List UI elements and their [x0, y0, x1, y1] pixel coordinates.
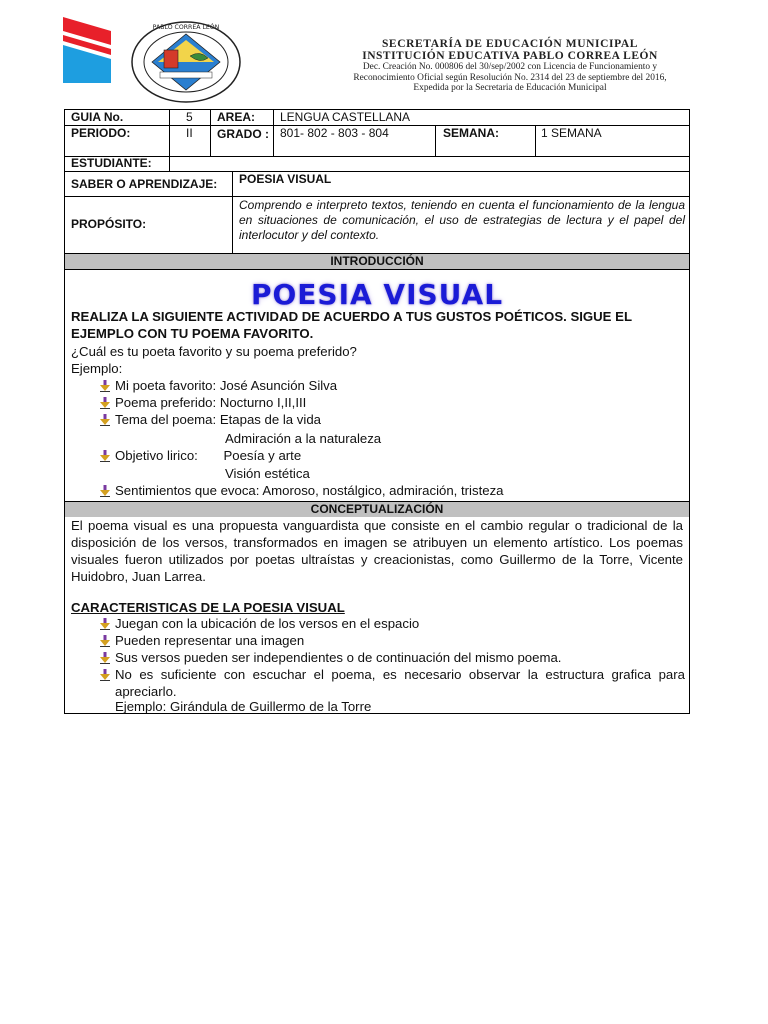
- school-crest-logo: [130, 20, 242, 104]
- list-item: Sus versos pueden ser independientes o de continuación del mismo poema.: [95, 649, 561, 666]
- saber-value: POESIA VISUAL: [239, 172, 332, 186]
- saber-label: SABER O APRENDIZAJE:: [71, 177, 218, 191]
- poesia-visual-title: POESIA VISUAL: [250, 278, 504, 311]
- semana-label: SEMANA:: [443, 126, 499, 140]
- example-reference: Ejemplo: Girándula de Guillermo de la Torre: [115, 699, 372, 714]
- arrow-bullet-icon: [95, 632, 115, 647]
- header-text-block: [255, 38, 765, 94]
- intro-question: ¿Cuál es tu poeta favorito y su poema preferido?: [71, 344, 357, 359]
- example-label: Ejemplo:: [71, 361, 123, 376]
- arrow-bullet-icon: [95, 615, 115, 630]
- grado-value: 801- 802 - 803 - 804: [280, 126, 389, 140]
- periodo-value: II: [186, 126, 193, 140]
- arrow-bullet-icon: [95, 447, 115, 462]
- area-label: AREA:: [217, 110, 255, 124]
- arrow-bullet-icon: [95, 411, 115, 426]
- list-item: Poema preferido: Nocturno I,II,III: [95, 394, 306, 411]
- proposito-value: Comprendo e interpreto textos, teniendo en cuenta el funcionamiento de la lengua en situaciones de comunicación, el uso de estrategias de lectura y el papel del interlocutor y del contexto.: [239, 198, 685, 242]
- periodo-label: PERIODO:: [71, 126, 131, 140]
- list-item: Tema del poema: Etapas de la vida: [95, 411, 321, 428]
- characteristics-subheading: CARACTERISTICAS DE LA POESIA VISUAL: [71, 600, 345, 615]
- arrow-bullet-icon: [95, 394, 115, 409]
- header-line-2: INSTITUCIÓN EDUCATIVA PABLO CORREA LEÓN: [362, 50, 658, 62]
- concept-paragraph: El poema visual es una propuesta vanguardista que consiste en el cambio regular o tradicional de la disposición de los versos, transformados en imagen se atribuyen un elemento artístico. Los poemas visuales fueron utilizados por poetas ultraístas y creacionistas, como Guillermo de la Torre, Vicente Huidobro, Juan Larrea.: [71, 518, 683, 584]
- area-value: LENGUA CASTELLANA: [280, 110, 411, 124]
- arrow-bullet-icon: [95, 649, 115, 664]
- svg-text:PABLO CORREA LEÓN: PABLO CORREA LEÓN: [152, 24, 220, 31]
- flag-logo: [63, 17, 111, 83]
- instruction-line-2: EJEMPLO CON TU POEMA FAVORITO.: [71, 326, 314, 341]
- guia-label: GUIA No.: [71, 110, 124, 124]
- guide-table: [64, 109, 690, 714]
- continuation-line: Visión estética: [225, 466, 310, 481]
- list-item: Juegan con la ubicación de los versos en el espacio: [95, 615, 419, 632]
- header-line-5: Expedida por la Secretaria de Educación Municipal: [413, 83, 607, 93]
- list-item: No es suficiente con escuchar el poema, es necesario observar la estructura grafica para apreciarlo.: [95, 666, 685, 700]
- arrow-bullet-icon: [95, 377, 115, 392]
- list-item: Mi poeta favorito: José Asunción Silva: [95, 377, 337, 394]
- list-item: Objetivo lirico: Poesía y arte: [95, 447, 301, 464]
- semana-value: 1 SEMANA: [541, 126, 602, 140]
- header-line-4: Reconocimiento Oficial según Resolución No. 2314 del 23 de septiembre del 2016,: [353, 72, 667, 83]
- proposito-label: PROPÓSITO:: [71, 217, 147, 231]
- list-item: Sentimientos que evoca: Amoroso, nostálgico, admiración, tristeza: [95, 482, 504, 499]
- list-item: Pueden representar una imagen: [95, 632, 304, 649]
- grado-label: GRADO :: [217, 127, 269, 141]
- document-header: [0, 0, 768, 105]
- continuation-line: Admiración a la naturaleza: [225, 431, 382, 446]
- estudiante-label: ESTUDIANTE:: [71, 156, 152, 170]
- arrow-bullet-icon: [95, 482, 115, 497]
- arrow-bullet-icon: [95, 666, 115, 681]
- conceptualizacion-heading: CONCEPTUALIZACIÓN: [65, 502, 689, 517]
- header-line-1: SECRETARÍA DE EDUCACIÓN MUNICIPAL: [381, 38, 639, 50]
- guia-value: 5: [186, 110, 193, 124]
- introduccion-heading: INTRODUCCIÓN: [65, 254, 689, 269]
- header-line-3: Dec. Creación No. 000806 del 30/sep/2002 con Licencia de Funcionamiento y: [362, 62, 658, 72]
- instruction-line-1: REALIZA LA SIGUIENTE ACTIVIDAD DE ACUERDO A TUS GUSTOS POÉTICOS. SIGUE EL: [71, 309, 632, 324]
